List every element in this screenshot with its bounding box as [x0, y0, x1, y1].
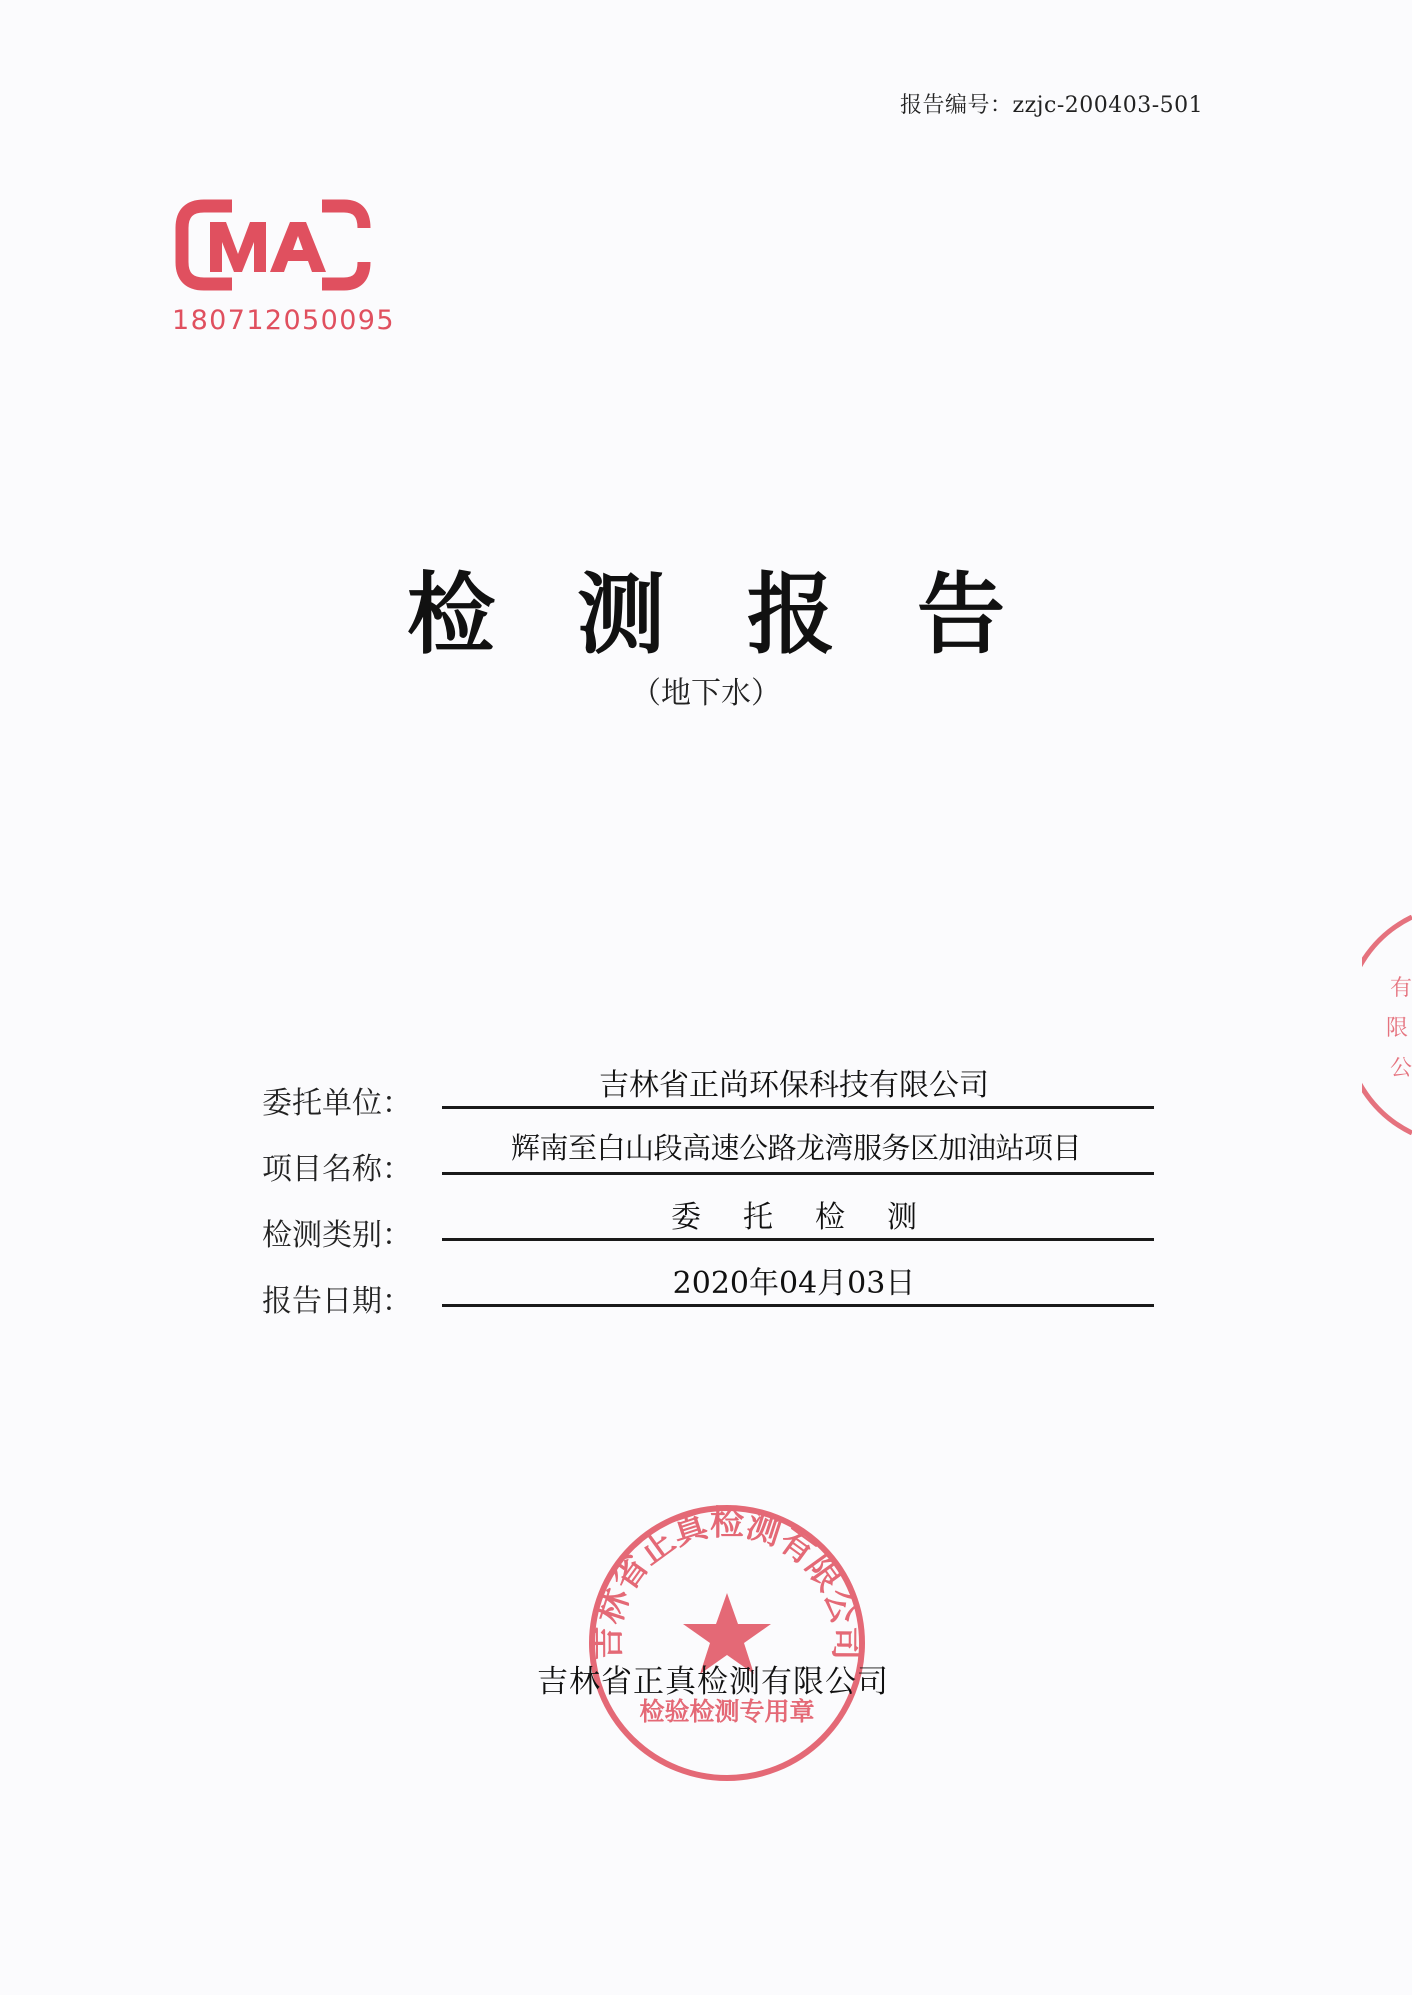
field-row-client: [262, 1060, 1162, 1126]
project-underline: [442, 1172, 1154, 1175]
svg-text:限: 限: [1386, 1016, 1409, 1041]
report-title: 检测报告: [406, 563, 1087, 666]
project-value: 辉南至白山段高速公路龙湾服务区加油站项目: [510, 1131, 1081, 1165]
date-label: 报告日期：: [262, 1284, 412, 1319]
edge-seal-icon: [1362, 915, 1412, 1135]
category-value: 委托检测: [671, 1200, 959, 1235]
svg-text:检验检测专用章: 检验检测专用章: [639, 1697, 815, 1726]
svg-text:有: 有: [1390, 976, 1412, 1001]
client-value: 吉林省正尚环保科技有限公司: [599, 1068, 989, 1103]
field-row-category: [262, 1192, 1162, 1258]
date-underline: [442, 1304, 1154, 1307]
issuer-company: 吉林省正真检测有限公司: [537, 1664, 889, 1700]
report-fields: [262, 1060, 1162, 1324]
svg-text:吉林省正真检测有限公司: 吉林省正真检测有限公司: [587, 1503, 867, 1661]
cma-number: 180712050095: [172, 305, 395, 336]
category-underline: [442, 1238, 1154, 1241]
date-value: 2020年04月03日: [672, 1266, 916, 1301]
report-subtitle: （地下水）: [631, 676, 781, 711]
official-seal-icon: [582, 1498, 872, 1788]
project-label: 项目名称：: [262, 1152, 412, 1187]
client-label: 委托单位：: [262, 1086, 412, 1121]
svg-text:公: 公: [1390, 1056, 1412, 1081]
cma-mark-icon: [172, 192, 372, 297]
report-number: 报告编号：zzjc-200403-501: [900, 93, 1204, 118]
client-underline: [442, 1106, 1154, 1109]
category-label: 检测类别：: [262, 1218, 412, 1253]
cma-logo: [172, 192, 395, 342]
field-row-date: [262, 1258, 1162, 1324]
field-row-project: [262, 1126, 1162, 1192]
